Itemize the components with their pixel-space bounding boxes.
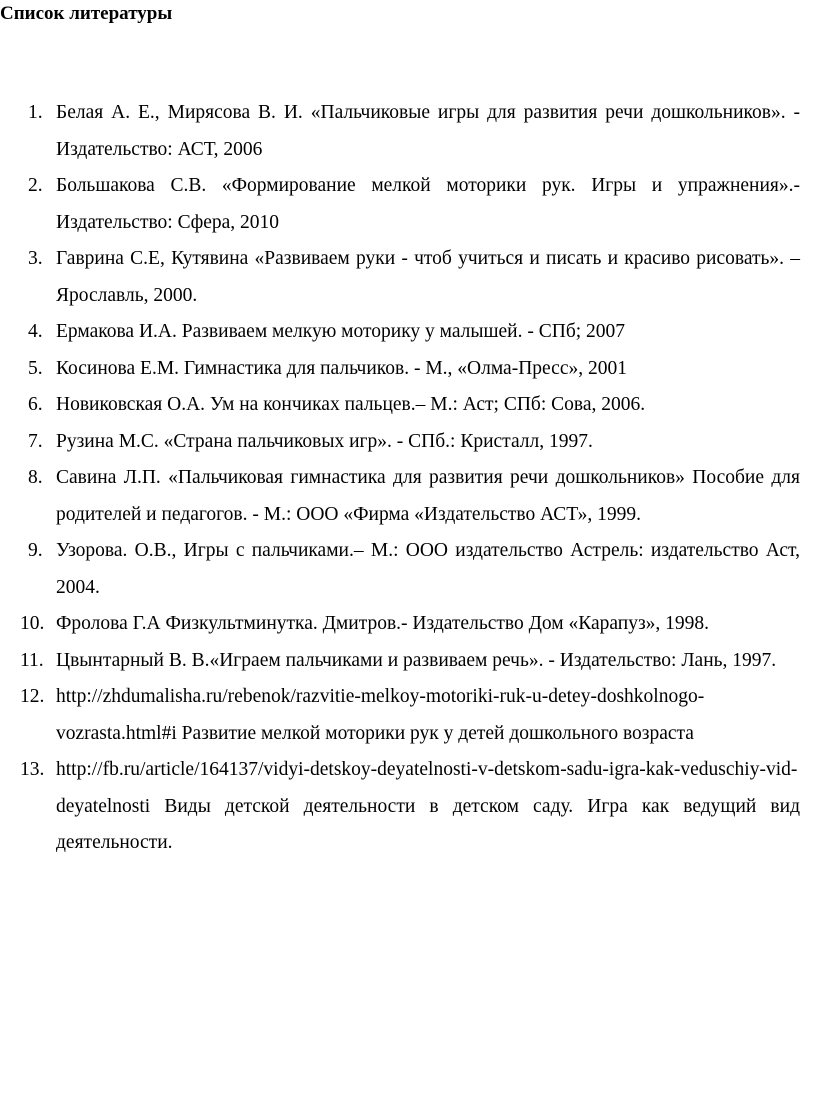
reference-item [0,752,800,862]
reference-number: 2. [28,175,43,196]
reference-text: Косинова Е.М. Гимнастика для пальчиков. - М., «Олма-Пресс», 2001 [56,357,627,379]
reference-item [0,95,800,168]
reference-text: Узорова. О.В., Игры с пальчиками.– М.: ООО издательство Астрель: издательство Аст, 2004. [56,540,800,598]
reference-item [0,679,800,752]
reference-list [0,95,800,862]
reference-item [0,533,800,606]
reference-item [0,351,800,388]
reference-number: 7. [28,430,43,452]
reference-number: 13. [20,759,45,780]
reference-number: 4. [28,321,43,342]
reference-item [0,387,800,424]
reference-number: 12. [20,686,45,707]
reference-text: Белая А. Е., Мирясова В. И. «Пальчиковые игры для развития речи дошкольников». - Издательство: АСТ, 2006 [56,102,800,160]
reference-item [0,643,800,680]
reference-text: Рузина М.С. «Страна пальчиковых игр». - СПб.: Кристалл, 1997. [56,430,593,452]
reference-number: 5. [28,357,43,379]
page-title: Список литературы [0,3,173,24]
reference-number: 1. [28,102,43,123]
reference-text: Большакова С.В. «Формирование мелкой моторики рук. Игры и упражнения».- Издательство: Сфера, 2010 [56,175,800,233]
reference-number: 10. [20,613,45,634]
reference-text: Цвынтарный В. В.«Играем пальчиками и развиваем речь». - Издательство: Лань, 1997. [56,649,777,671]
reference-text: Савина Л.П. «Пальчиковая гимнастика для развития речи дошкольников» Пособие для родителей и педагогов. - М.: ООО «Фирма «Издательство АСТ», 1999. [56,467,800,525]
reference-item [0,241,800,314]
reference-text: Ермакова И.А. Развиваем мелкую моторику у малышей. - СПб; 2007 [56,321,626,342]
reference-text: http://zhdumalisha.ru/rebenok/razvitie-melkoy-motoriki-ruk-u-detey-doshkolnogo-vozrasta.html#i Развитие мелкой моторики рук у детей дошкольного возраста [56,686,705,744]
reference-item [0,314,800,351]
reference-number: 11. [20,649,44,671]
reference-text: Фролова Г.А Физкультминутка. Дмитров.- Издательство Дом «Карапуз», 1998. [56,613,710,634]
reference-item [0,424,800,461]
reference-item [0,168,800,241]
reference-number: 3. [28,248,43,269]
reference-number: 9. [28,540,43,561]
reference-number: 6. [28,394,43,415]
reference-item [0,606,800,643]
reference-number: 8. [28,467,43,488]
reference-item [0,460,800,533]
reference-text: Гаврина С.Е, Кутявина «Развиваем руки - чтоб учиться и писать и красиво рисовать». – Ярославль, 2000. [56,248,800,306]
reference-text: http://fb.ru/article/164137/vidyi-detskoy-deyatelnosti-v-detskom-sadu-igra-kak-veduschiy-vid-deyatelnosti Виды детской деятельности в детском саду. Игра как ведущий вид деятельности. [56,759,800,853]
reference-text: Новиковская О.А. Ум на кончиках пальцев.– М.: Аст; СПб: Сова, 2006. [56,394,646,415]
